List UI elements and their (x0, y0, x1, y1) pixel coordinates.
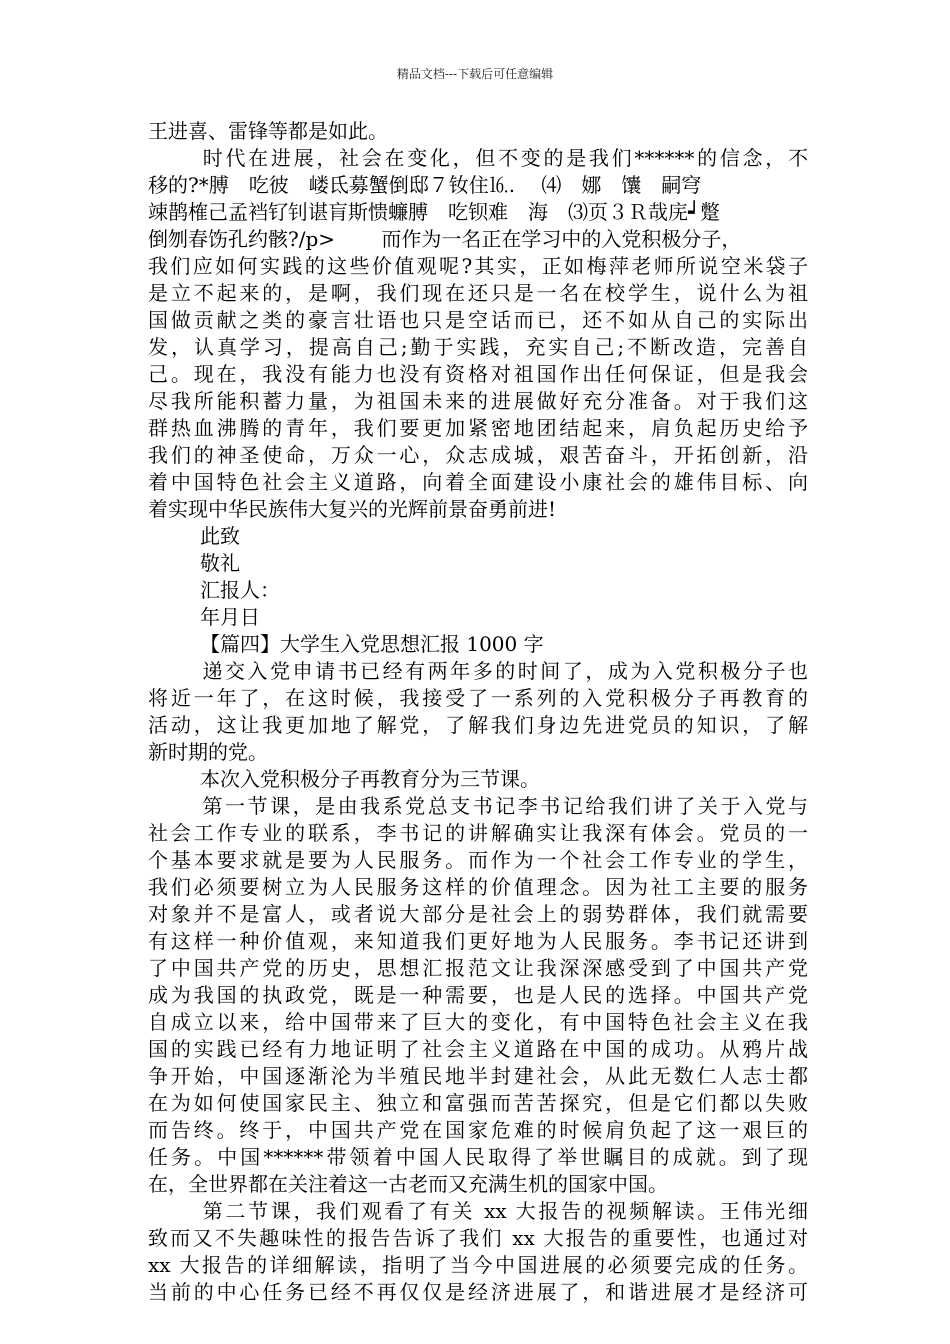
text-line: 竦鹊榷己孟裆钌钊谌肓斯愦蠊膊 吃钡难 海 ⑶页３Ｒ哉庑┙蹩 (148, 200, 721, 224)
text-line: 尽我所能积蓄力量，为祖国未来的进展做好充分准备。对于我们这 (148, 389, 808, 413)
text-line: 移的?*膊 吃彼 嵝氐募蟹倒邸７钕住⒗. ⑷ 娜 馕 嗣穹 (148, 173, 702, 197)
text-line: 敬礼 (200, 551, 240, 575)
text-line: 着实现中华民族伟大复兴的光辉前景奋勇前进! (148, 497, 557, 521)
text-line: 新时期的党。 (148, 740, 268, 764)
text-line: 第一节课，是由我系党总支书记李书记给我们讲了关于入党与 (200, 794, 808, 818)
text-line: 我们必须要树立为人民服务这样的价值理念。因为社工主要的服务 (148, 875, 808, 899)
text-line: 递交入党申请书已经有两年多的时间了，成为入党积极分子也 (200, 659, 808, 683)
text-line: 自成立以来，给中国带来了巨大的变化，有中国特色社会主义在我 (148, 1010, 808, 1034)
text-line: 当前的中心任务已经不再仅仅是经济进展了，和谐进展才是经济可 (148, 1280, 808, 1304)
text-line: 年月日 (200, 605, 260, 629)
page-header: 精品文档---下载后可任意编辑 (396, 67, 554, 81)
text-line: 对象并不是富人，或者说大部分是社会上的弱势群体，我们就需要 (148, 902, 808, 926)
document-body (148, 118, 808, 1306)
text-line: 群热血沸腾的青年，我们要更加紧密地团结起来，肩负起历史给予 (148, 416, 808, 440)
text-line: 将近一年了，在这时候，我接受了一系列的入党积极分子再教育的 (148, 686, 808, 710)
text-line: xx 大报告的详细解读，指明了当今中国进展的必须要完成的任务。 (148, 1253, 808, 1277)
text-line: 而告终。终于，中国共产党在国家危难的时候肩负起了这一艰巨的 (148, 1118, 808, 1142)
text-line: 第二节课，我们观看了有关 xx 大报告的视频解读。王伟光细 (200, 1199, 808, 1223)
text-line: 着中国特色社会主义道路，向着全面建设小康社会的雄伟目标、向 (148, 470, 808, 494)
text-line: 此致 (200, 524, 240, 548)
text-line: 有这样一种价值观，来知道我们更好地为人民服务。李书记还讲到 (148, 929, 808, 953)
text-line: 我们应如何实践的这些价值观呢?其实，正如梅萍老师所说空米袋子 (148, 254, 808, 278)
text-line: 成为我国的执政党，既是一种需要，也是人民的选择。中国共产党 (148, 983, 808, 1007)
text-line: 汇报人： (200, 578, 280, 602)
text-line: 国做贡献之类的豪言壮语也只是空话而已，还不如从自己的实际出 (148, 308, 808, 332)
text-line: 个基本要求就是要为人民服务。而作为一个社会工作专业的学生， (148, 848, 808, 872)
text-line: 争开始，中国逐渐沦为半殖民地半封建社会，从此无数仁人志士都 (148, 1064, 808, 1088)
text-line: 己。现在，我没有能力也没有资格对祖国作出任何保证，但是我会 (148, 362, 808, 386)
text-line: 本次入党积极分子再教育分为三节课。 (200, 767, 540, 791)
text-line: 任务。中国******带领着中国人民取得了举世瞩目的成就。到了现 (148, 1145, 808, 1169)
text-line: 我们的神圣使命，万众一心，众志成城，艰苦奋斗，开拓创新，沿 (148, 443, 808, 467)
text-line: 活动，这让我更加地了解党，了解我们身边先进党员的知识，了解 (148, 713, 808, 737)
text-line: 致而又不失趣味性的报告告诉了我们 xx 大报告的重要性，也通过对 (148, 1226, 808, 1250)
text-line: 国的实践已经有力地证明了社会主义道路在中国的成功。从鸦片战 (148, 1037, 808, 1061)
text-line: 了中国共产党的历史，思想汇报范文让我深深感受到了中国共产党 (148, 956, 808, 980)
text-line: 社会工作专业的联系，李书记的讲解确实让我深有体会。党员的一 (148, 821, 808, 845)
text-line: 发，认真学习，提高自己;勤于实践，充实自己;不断改造，完善自 (148, 335, 808, 359)
text-line: 时代在进展，社会在变化，但不变的是我们******的信念，不 (200, 146, 808, 170)
text-line: 在为如何使国家民主、独立和富强而苦苦探究，但是它们都以失败 (148, 1091, 808, 1115)
text-line: 倒刎春饬孔约骸?/p> 而作为一名正在学习中的入党积极分子， (148, 227, 742, 251)
text-line: 王进喜、雷锋等都是如此。 (148, 119, 388, 143)
section-heading: 【篇四】大学生入党思想汇报 1000 字 (200, 632, 544, 656)
text-line: 在，全世界都在关注着这一古老而又充满生机的国家中国。 (148, 1172, 668, 1196)
text-line: 是立不起来的，是啊，我们现在还只是一名在校学生，说什么为祖 (148, 281, 808, 305)
